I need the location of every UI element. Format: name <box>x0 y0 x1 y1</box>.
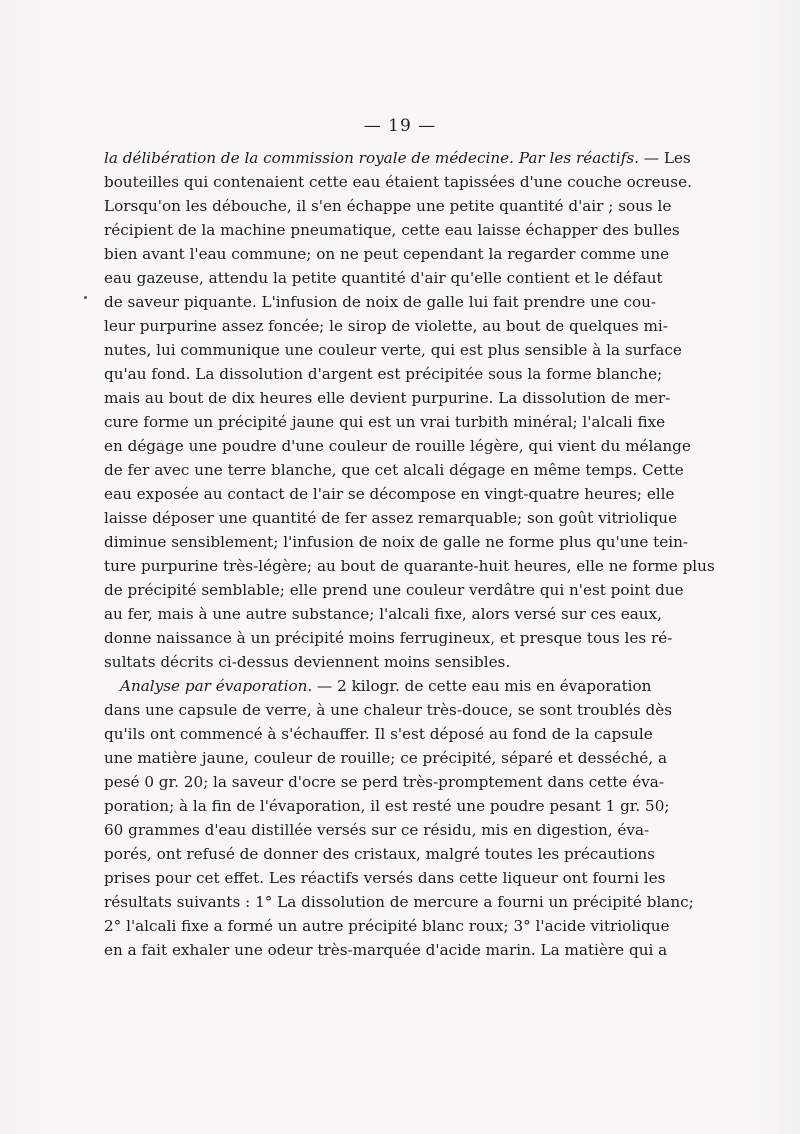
text-line: porés, ont refusé de donner des cristaux, malgré toutes les précautions <box>104 845 655 863</box>
text-line: de précipité semblable; elle prend une couleur verdâtre qui n'est point due <box>104 581 684 599</box>
text-line: la délibération de la commission royale de médecine. Par les réactifs. — Les <box>104 149 691 167</box>
text-line: 2° l'alcali fixe a formé un autre précipité blanc roux; 3° l'acide vitriolique <box>104 917 670 935</box>
text-line: ture purpurine très-légère; au bout de quarante-huit heures, elle ne forme plus <box>104 557 715 575</box>
text-line: eau exposée au contact de l'air se décompose en vingt-quatre heures; elle <box>104 485 675 503</box>
text-line: de saveur piquante. L'infusion de noix de galle lui fait prendre une cou- <box>104 293 657 311</box>
body-text <box>104 146 715 962</box>
text-line: qu'au fond. La dissolution d'argent est précipitée sous la forme blanche; <box>104 365 663 383</box>
text-line: qu'ils ont commencé à s'échauffer. Il s'est déposé au fond de la capsule <box>104 725 653 743</box>
page-number: — 19 — <box>363 116 437 136</box>
text-line: récipient de la machine pneumatique, cette eau laisse échapper des bulles <box>104 221 680 239</box>
text-line: pesé 0 gr. 20; la saveur d'ocre se perd très-promptement dans cette éva- <box>104 773 664 791</box>
text-line: cure forme un précipité jaune qui est un vrai turbith minéral; l'alcali fixe <box>104 413 666 431</box>
margin-mark <box>84 296 87 299</box>
text-line: donne naissance à un précipité moins ferrugineux, et presque tous les ré- <box>104 629 673 647</box>
italic-lead: la délibération de la commission royale de médecine. Par les réactifs. <box>104 149 639 167</box>
text-line: nutes, lui communique une couleur verte, qui est plus sensible à la surface <box>104 341 682 359</box>
text-line: de fer avec une terre blanche, que cet alcali dégage en même temps. Cette <box>104 461 684 479</box>
text-line: une matière jaune, couleur de rouille; ce précipité, séparé et desséché, a <box>104 749 668 767</box>
text-line: Analyse par évaporation. — 2 kilogr. de cette eau mis en évaporation <box>120 677 652 695</box>
text-line: eau gazeuse, attendu la petite quantité d'air qu'elle contient et le défaut <box>104 269 663 287</box>
text-line: en dégage une poudre d'une couleur de rouille légère, qui vient du mélange <box>104 437 691 455</box>
text-line: dans une capsule de verre, à une chaleur très-douce, se sont troublés dès <box>104 701 672 719</box>
text-line: bien avant l'eau commune; on ne peut cependant la regarder comme une <box>104 245 670 263</box>
text-line: poration; à la fin de l'évaporation, il est resté une poudre pesant 1 gr. 50; <box>104 797 670 815</box>
italic-lead: Analyse par évaporation. <box>120 677 313 695</box>
text-line: au fer, mais à une autre substance; l'alcali fixe, alors versé sur ces eaux, <box>104 605 662 623</box>
text-line: Lorsqu'on les débouche, il s'en échappe une petite quantité d'air ; sous le <box>104 197 672 215</box>
text-line: sultats décrits ci-dessus deviennent moins sensibles. <box>104 653 511 671</box>
text-line: leur purpurine assez foncée; le sirop de violette, au bout de quelques mi- <box>104 317 668 335</box>
text-line: 60 grammes d'eau distillée versés sur ce résidu, mis en digestion, éva- <box>104 821 650 839</box>
text-line: mais au bout de dix heures elle devient purpurine. La dissolution de mer- <box>104 389 671 407</box>
text-line: en a fait exhaler une odeur très-marquée d'acide marin. La matière qui a <box>104 941 668 959</box>
text-line: résultats suivants : 1° La dissolution de mercure a fourni un précipité blanc; <box>104 893 694 911</box>
text-line: diminue sensiblement; l'infusion de noix de galle ne forme plus qu'une tein- <box>104 533 688 551</box>
text-line: laisse déposer une quantité de fer assez remarquable; son goût vitriolique <box>104 509 678 527</box>
text-line: bouteilles qui contenaient cette eau étaient tapissées d'une couche ocreuse. <box>104 173 692 191</box>
text-line: prises pour cet effet. Les réactifs versés dans cette liqueur ont fourni les <box>104 869 666 887</box>
